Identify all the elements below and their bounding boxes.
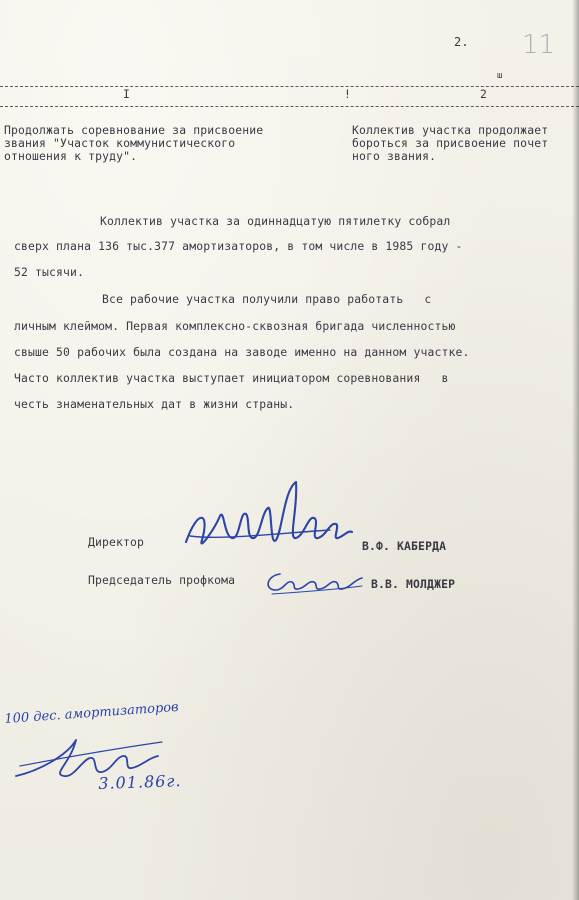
- body-line: личным клеймом. Первая комплексно-сквозная бригада численностью: [14, 319, 456, 333]
- signatory-title-chairman: Председатель профкома: [88, 573, 236, 587]
- table-col2-number: 2: [480, 87, 488, 101]
- body-line: Часто коллектив участка выступает инициатором соревнования в: [14, 371, 449, 385]
- table-divider-mark: !: [344, 87, 352, 101]
- table-col1-number: I: [123, 87, 131, 101]
- signatory-title-director: Директор: [88, 535, 145, 549]
- handwritten-note-line: 100 дес. амортизаторов: [4, 699, 180, 727]
- director-signature: [180, 478, 360, 558]
- table-left-line: отношения к труду".: [4, 149, 138, 163]
- table-bottom-rule: [0, 106, 579, 107]
- body-line: сверх плана 136 тыс.377 амортизаторов, в том числе в 1985 году -: [14, 239, 463, 253]
- body-line: 52 тысячи.: [14, 265, 85, 279]
- signatory-name-chairman: В.В. МОЛДЖЕР: [371, 577, 456, 591]
- body-line: Коллектив участка за одиннадцатую пятилетку собрал: [100, 214, 451, 228]
- body-line: честь знаменательных дат в жизни страны.: [14, 397, 295, 411]
- body-line: Все рабочие участка получили право работать с: [102, 292, 432, 306]
- page-number: 2.: [454, 35, 469, 49]
- table-top-rule: [0, 86, 579, 87]
- table-left-line: Продолжать соревнование за присвоение: [4, 123, 264, 137]
- table-col2-corner-mark: ш: [497, 71, 503, 81]
- archive-folio-mark: 11: [522, 30, 556, 60]
- handwritten-note-date: 3.01.86г.: [98, 771, 182, 793]
- table-left-line: звания "Участок коммунистического: [4, 136, 236, 150]
- page-edge-shadow: [572, 0, 579, 900]
- chairman-signature: [262, 568, 366, 598]
- body-line: свыше 50 рабочих была создана на заводе именно на данном участке.: [14, 345, 470, 359]
- signatory-name-director: В.Ф. КАБЕРДА: [362, 539, 447, 553]
- table-right-line: ного звания.: [352, 149, 437, 163]
- table-right-line: Коллектив участка продолжает: [352, 123, 549, 137]
- table-right-line: бороться за присвоение почет: [352, 136, 549, 150]
